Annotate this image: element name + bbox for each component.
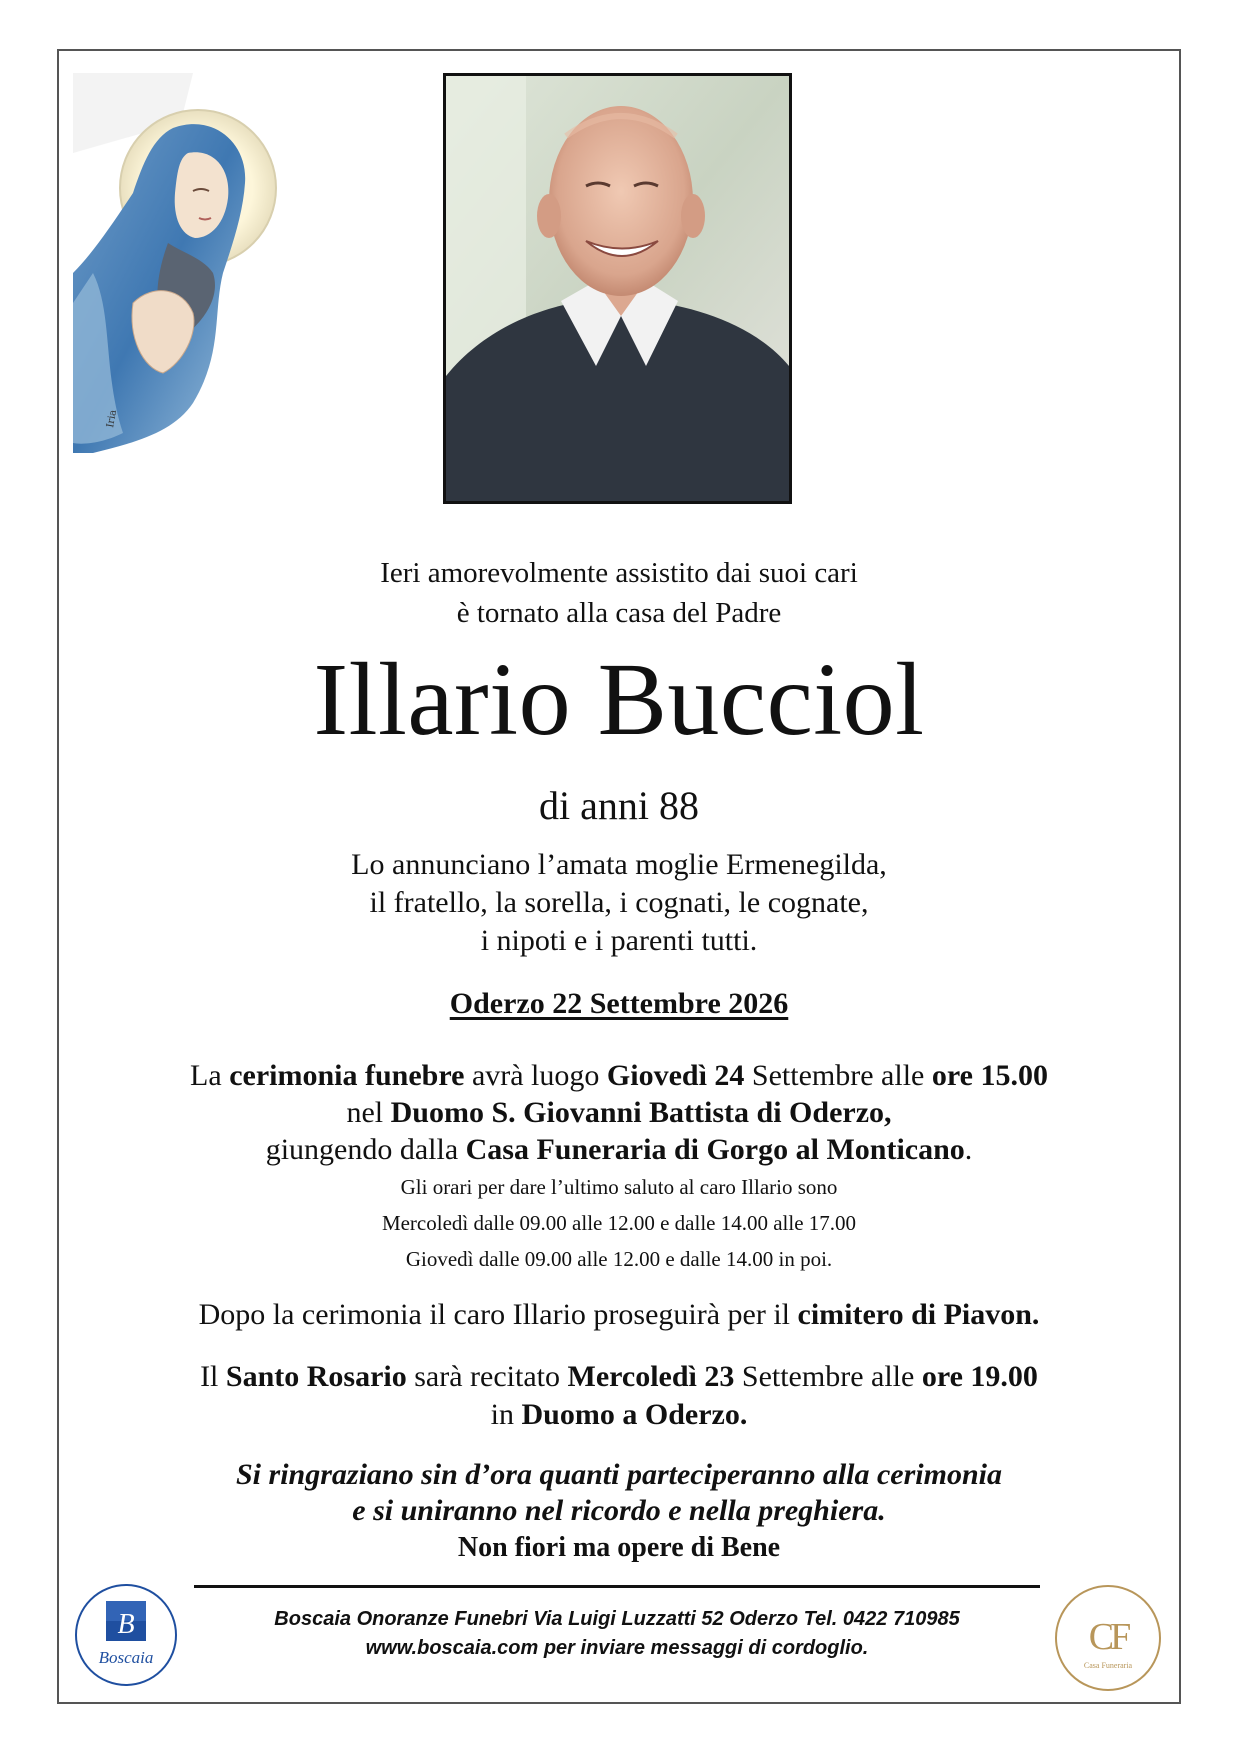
- text-bold: cerimonia funebre: [229, 1059, 465, 1092]
- text-span: Settembre alle: [744, 1059, 932, 1092]
- portrait-image: [446, 76, 789, 501]
- ceremony-details: [57, 1057, 1181, 1168]
- text-span: sarà recitato: [406, 1360, 568, 1393]
- text-bold: Casa Funeraria di Gorgo al Monticano: [465, 1133, 965, 1166]
- date-place: [57, 986, 1181, 1022]
- footer-divider: [194, 1585, 1040, 1588]
- text-bold: Mercoledì 23: [567, 1360, 735, 1393]
- intro-line-2: è tornato alla casa del Padre: [456, 597, 782, 629]
- footer-address: Boscaia Onoranze Funebri Via Luigi Luzzatti 52 Oderzo Tel. 0422 710985: [274, 1608, 960, 1630]
- text-bold: Duomo a Oderzo.: [521, 1398, 748, 1431]
- thanks-message: [57, 1457, 1181, 1529]
- ceremony-line-3: [57, 1131, 1181, 1168]
- thanks-line-2: e si uniranno nel ricordo e nella preghiera.: [352, 1494, 886, 1527]
- portrait-photo: [443, 73, 792, 504]
- age-text: di anni 88: [539, 783, 699, 828]
- no-flowers-note: Non fiori ma opere di Bene: [457, 1532, 781, 1563]
- announcement: [57, 846, 1181, 960]
- text-bold: ore 19.00: [921, 1360, 1038, 1393]
- text-bold: Duomo S. Giovanni Battista di Oderzo,: [390, 1096, 892, 1129]
- intro-text: [57, 553, 1181, 633]
- announcement-line-1: Lo annunciano l’amata moglie Ermenegilda,: [351, 848, 887, 881]
- announcement-line-2: il fratello, la sorella, i cognati, le cognate,: [369, 886, 869, 919]
- text-span: Dopo la cerimonia il caro Illario proseguirà per il: [198, 1298, 798, 1331]
- visiting-hours-line-3: Giovedì dalle 09.00 alle 12.00 e dalle 14.00 in poi.: [405, 1247, 833, 1271]
- thanks-line-1: Si ringraziano sin d’ora quanti parteciperanno alla cerimonia: [236, 1458, 1002, 1491]
- text-bold: cimitero di Piavon.: [797, 1298, 1040, 1331]
- text-span: nel: [346, 1096, 391, 1129]
- visiting-hours: [57, 1169, 1181, 1277]
- text-span: giungendo dalla: [265, 1133, 466, 1166]
- rosary-line-2: [57, 1396, 1181, 1434]
- boscaia-wordmark: Boscaia: [98, 1648, 154, 1667]
- boscaia-logo: [74, 1583, 178, 1687]
- boscaia-monogram: B: [117, 1609, 135, 1640]
- ceremony-line-2: [57, 1094, 1181, 1131]
- text-span: in: [490, 1398, 522, 1431]
- cf-monogram: CF: [1088, 1616, 1128, 1658]
- intro-line-1: Ieri amorevolmente assistito dai suoi cari: [380, 557, 858, 589]
- after-ceremony: [57, 1296, 1181, 1334]
- madonna-illustration: [73, 73, 278, 473]
- visiting-hours-line-2: Mercoledì dalle 09.00 alle 12.00 e dalle 14.00 alle 17.00: [381, 1211, 857, 1235]
- date-place-text: Oderzo 22 Settembre 2026: [449, 987, 789, 1020]
- rosary-line-1: [57, 1358, 1181, 1396]
- deceased-name: Illario Bucciol: [313, 642, 925, 757]
- svg-text:Iria: Iria: [105, 408, 120, 429]
- cf-caption: Casa Funeraria: [1083, 1661, 1133, 1670]
- ceremony-line-1: [57, 1057, 1181, 1094]
- rosary-details: [57, 1358, 1181, 1434]
- text-span: Il: [200, 1360, 226, 1393]
- text-span: La: [190, 1059, 230, 1092]
- footer-website[interactable]: www.boscaia.com per inviare messaggi di cordoglio.: [365, 1637, 869, 1659]
- casa-funeraria-logo: [1053, 1583, 1163, 1693]
- announcement-line-3: i nipoti e i parenti tutti.: [480, 924, 758, 957]
- visiting-hours-line-1: Gli orari per dare l’ultimo saluto al caro Illario sono: [400, 1175, 838, 1199]
- text-span: avrà luogo: [464, 1059, 607, 1092]
- text-span: .: [964, 1133, 973, 1166]
- text-bold: Giovedì 24: [606, 1059, 745, 1092]
- text-bold: ore 15.00: [931, 1059, 1048, 1092]
- text-bold: Santo Rosario: [225, 1360, 407, 1393]
- text-span: Settembre alle: [734, 1360, 922, 1393]
